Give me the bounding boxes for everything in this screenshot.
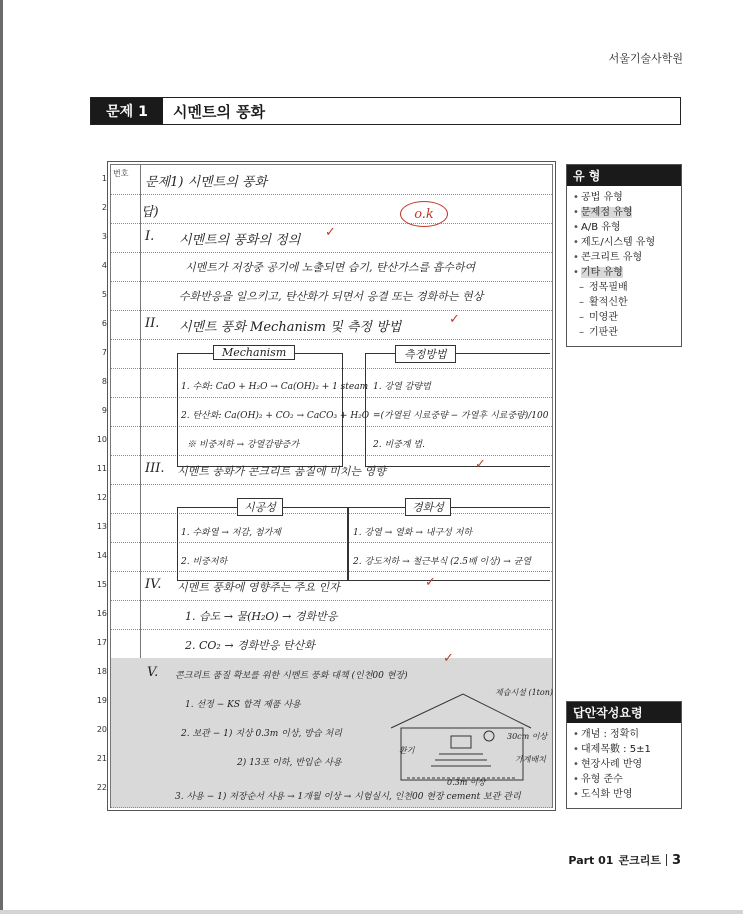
guide-item: • 유형 준수 [573,772,677,787]
page-number: 3 [671,852,681,868]
handwritten-line: 콘크리트 품질 확보를 위한 시멘트 풍화 대책 (인천00 현장) [175,671,408,681]
handwritten-line: 1. 습도 → 물(H₂O) → 경화반응 [185,610,338,623]
type-item: • 제도/시스템 유형 [573,235,677,250]
row-number: 12 [96,493,107,502]
handwritten-line: 2. 탄산화: Ca(OH)₂ + CO₂ → CaCO₃ + H₂O [181,411,370,421]
sketch-label: 제습시설 (1ton) [495,688,553,697]
row-number: 10 [96,435,107,444]
row-number: 2 [101,203,107,212]
guide-item: • 개념 : 정확히 [573,727,677,742]
handwritten-line: 시멘트 풍화가 콘크리트 품질에 미치는 영향 [177,465,386,478]
answer-sheet-inner [96,164,553,808]
type-item: • 공법 유형 [573,190,677,205]
section-number: I. [145,229,155,244]
type-item: • 콘크리트 유형 [573,250,677,265]
mechanism-box-label: Mechanism [213,345,295,360]
handwritten-line: 시멘트의 풍화의 정의 [179,233,301,248]
row-number: 3 [101,232,107,241]
column-label: 번호 [113,169,129,178]
handwritten-line: 1. 강열 감량법 [373,382,431,392]
guide-item: • 대제목數 : 5±1 [573,742,677,757]
section-number: III. [145,461,165,476]
type-panel [566,164,682,347]
fresh-box-label: 시공성 [237,498,283,516]
handwritten-line: 2. 보관 − 1) 지상 0.3m 이상, 방습 처리 [181,729,342,739]
row-number: 11 [96,464,107,473]
type-subitem: – 정목필배 [573,280,677,295]
type-list [567,186,681,346]
sketch-label: 환기 [399,746,415,755]
footer-part: Part 01 [568,853,614,867]
handwritten-line: 시멘트 풍화에 영향주는 주요 인자 [177,581,340,594]
type-item: • A/B 유형 [573,220,677,235]
handwritten-line: =(가열된 시료중량 − 가열후 시료중량)/100 [373,411,549,421]
row-number: 15 [96,580,107,589]
row-number: 21 [96,754,107,763]
type-item: • 문제점 유형 [573,205,677,220]
hardened-box-label: 경화성 [405,498,451,516]
row-number: 14 [96,551,107,560]
org-name: 서울기술사학원 [608,52,683,65]
handwritten-line: 2. 강도저하 → 철근부식 (2.5배 이상) → 균열 [353,557,532,567]
fresh-box [177,507,349,581]
row-number: 22 [96,783,107,792]
red-check-mark: ✓ [443,651,454,666]
answer-guide-title: 답안작성요령 [567,702,681,723]
handwritten-line: 문제1) 시멘트의 풍화 [145,175,268,190]
row-number: 6 [101,319,107,328]
section-number: II. [145,316,160,331]
answer-guide-list [567,723,681,808]
row-number: 4 [101,261,107,270]
left-edge-bar [0,0,3,914]
red-check-mark: ✓ [449,312,460,327]
row-number: 18 [96,667,107,676]
guide-item: • 현장사례 반영 [573,757,677,772]
row-number: 16 [96,609,107,618]
type-item: • 기타 유형 [573,265,677,280]
handwritten-line: 시멘트 풍화 Mechanism 및 측정 방법 [179,320,402,335]
sketch-label: 0.3m 이상 [447,778,486,787]
problem-title: 시멘트의 풍화 [173,102,266,121]
problem-number: 문제 1 [91,98,163,124]
page-footer [568,852,681,868]
row-number: 5 [101,290,107,299]
handwritten-line: 1. 수화열 → 저감, 첨가제 [181,528,281,538]
handwritten-line: 3. 사용 − 1) 저장순서 사용 → 1개월 이상 → 시험실시, 인천00 현장 cement 보관 관리 [175,792,521,802]
type-subitem: – 미영관 [573,310,677,325]
row-number: 20 [96,725,107,734]
handwritten-line: 2) 13포 이하, 반입순 사용 [237,758,342,768]
type-subitem: – 활적신한 [573,295,677,310]
handwritten-line: 답) [141,205,159,220]
red-check-mark: ✓ [425,575,436,590]
problem-title-bar [90,97,681,125]
guide-item: • 도식화 반영 [573,787,677,802]
row-number: 17 [96,638,107,647]
hardened-box [347,507,550,581]
red-check-mark: ✓ [325,225,336,240]
type-subitem: – 기판관 [573,325,677,340]
answer-guide-panel [566,701,682,809]
sheet-row [96,629,552,659]
handwritten-line: ※ 비중저하 → 강열감량증가 [187,440,300,450]
handwritten-line: 2. 비중저하 [181,557,228,567]
footer-separator [666,854,667,866]
handwritten-line: 1. 선정 − KS 합격 제품 사용 [185,700,301,710]
bottom-edge-bar [0,910,743,914]
handwritten-line: 2. CO₂ → 경화반응 탄산화 [185,639,315,652]
sketch-label: 가계배치 [515,755,546,764]
answer-sheet [96,161,556,811]
handwritten-line: 1. 수화: CaO + H₂O → Ca(OH)₂ + 1 steam [181,382,369,392]
row-number: 13 [96,522,107,531]
row-number: 19 [96,696,107,705]
row-number: 9 [101,406,107,415]
row-number: 8 [101,377,107,386]
row-number: 1 [101,174,107,183]
handwritten-line: 수화반응을 일으키고, 탄산화가 되면서 응결 또는 경화하는 현상 [179,290,484,303]
red-check-mark: ✓ [475,457,486,472]
footer-chapter: 콘크리트 [618,854,661,867]
handwritten-line: 2. 비중계 법. [373,440,425,450]
type-panel-title: 유 형 [567,165,681,186]
ok-mark: o.k [400,201,448,227]
sketch-label: 30cm 이상 [507,732,548,741]
handwritten-line: 1. 강열 → 열화 → 내구성 저하 [353,528,473,538]
section-number: IV. [145,577,162,592]
row-number: 7 [101,348,107,357]
handwritten-line: 시멘트가 저장중 공기에 노출되면 습기, 탄산가스를 흡수하여 [185,261,476,274]
measure-box-label: 측정방법 [395,345,456,363]
section-number: V. [147,665,159,680]
sheet-row [101,194,552,224]
